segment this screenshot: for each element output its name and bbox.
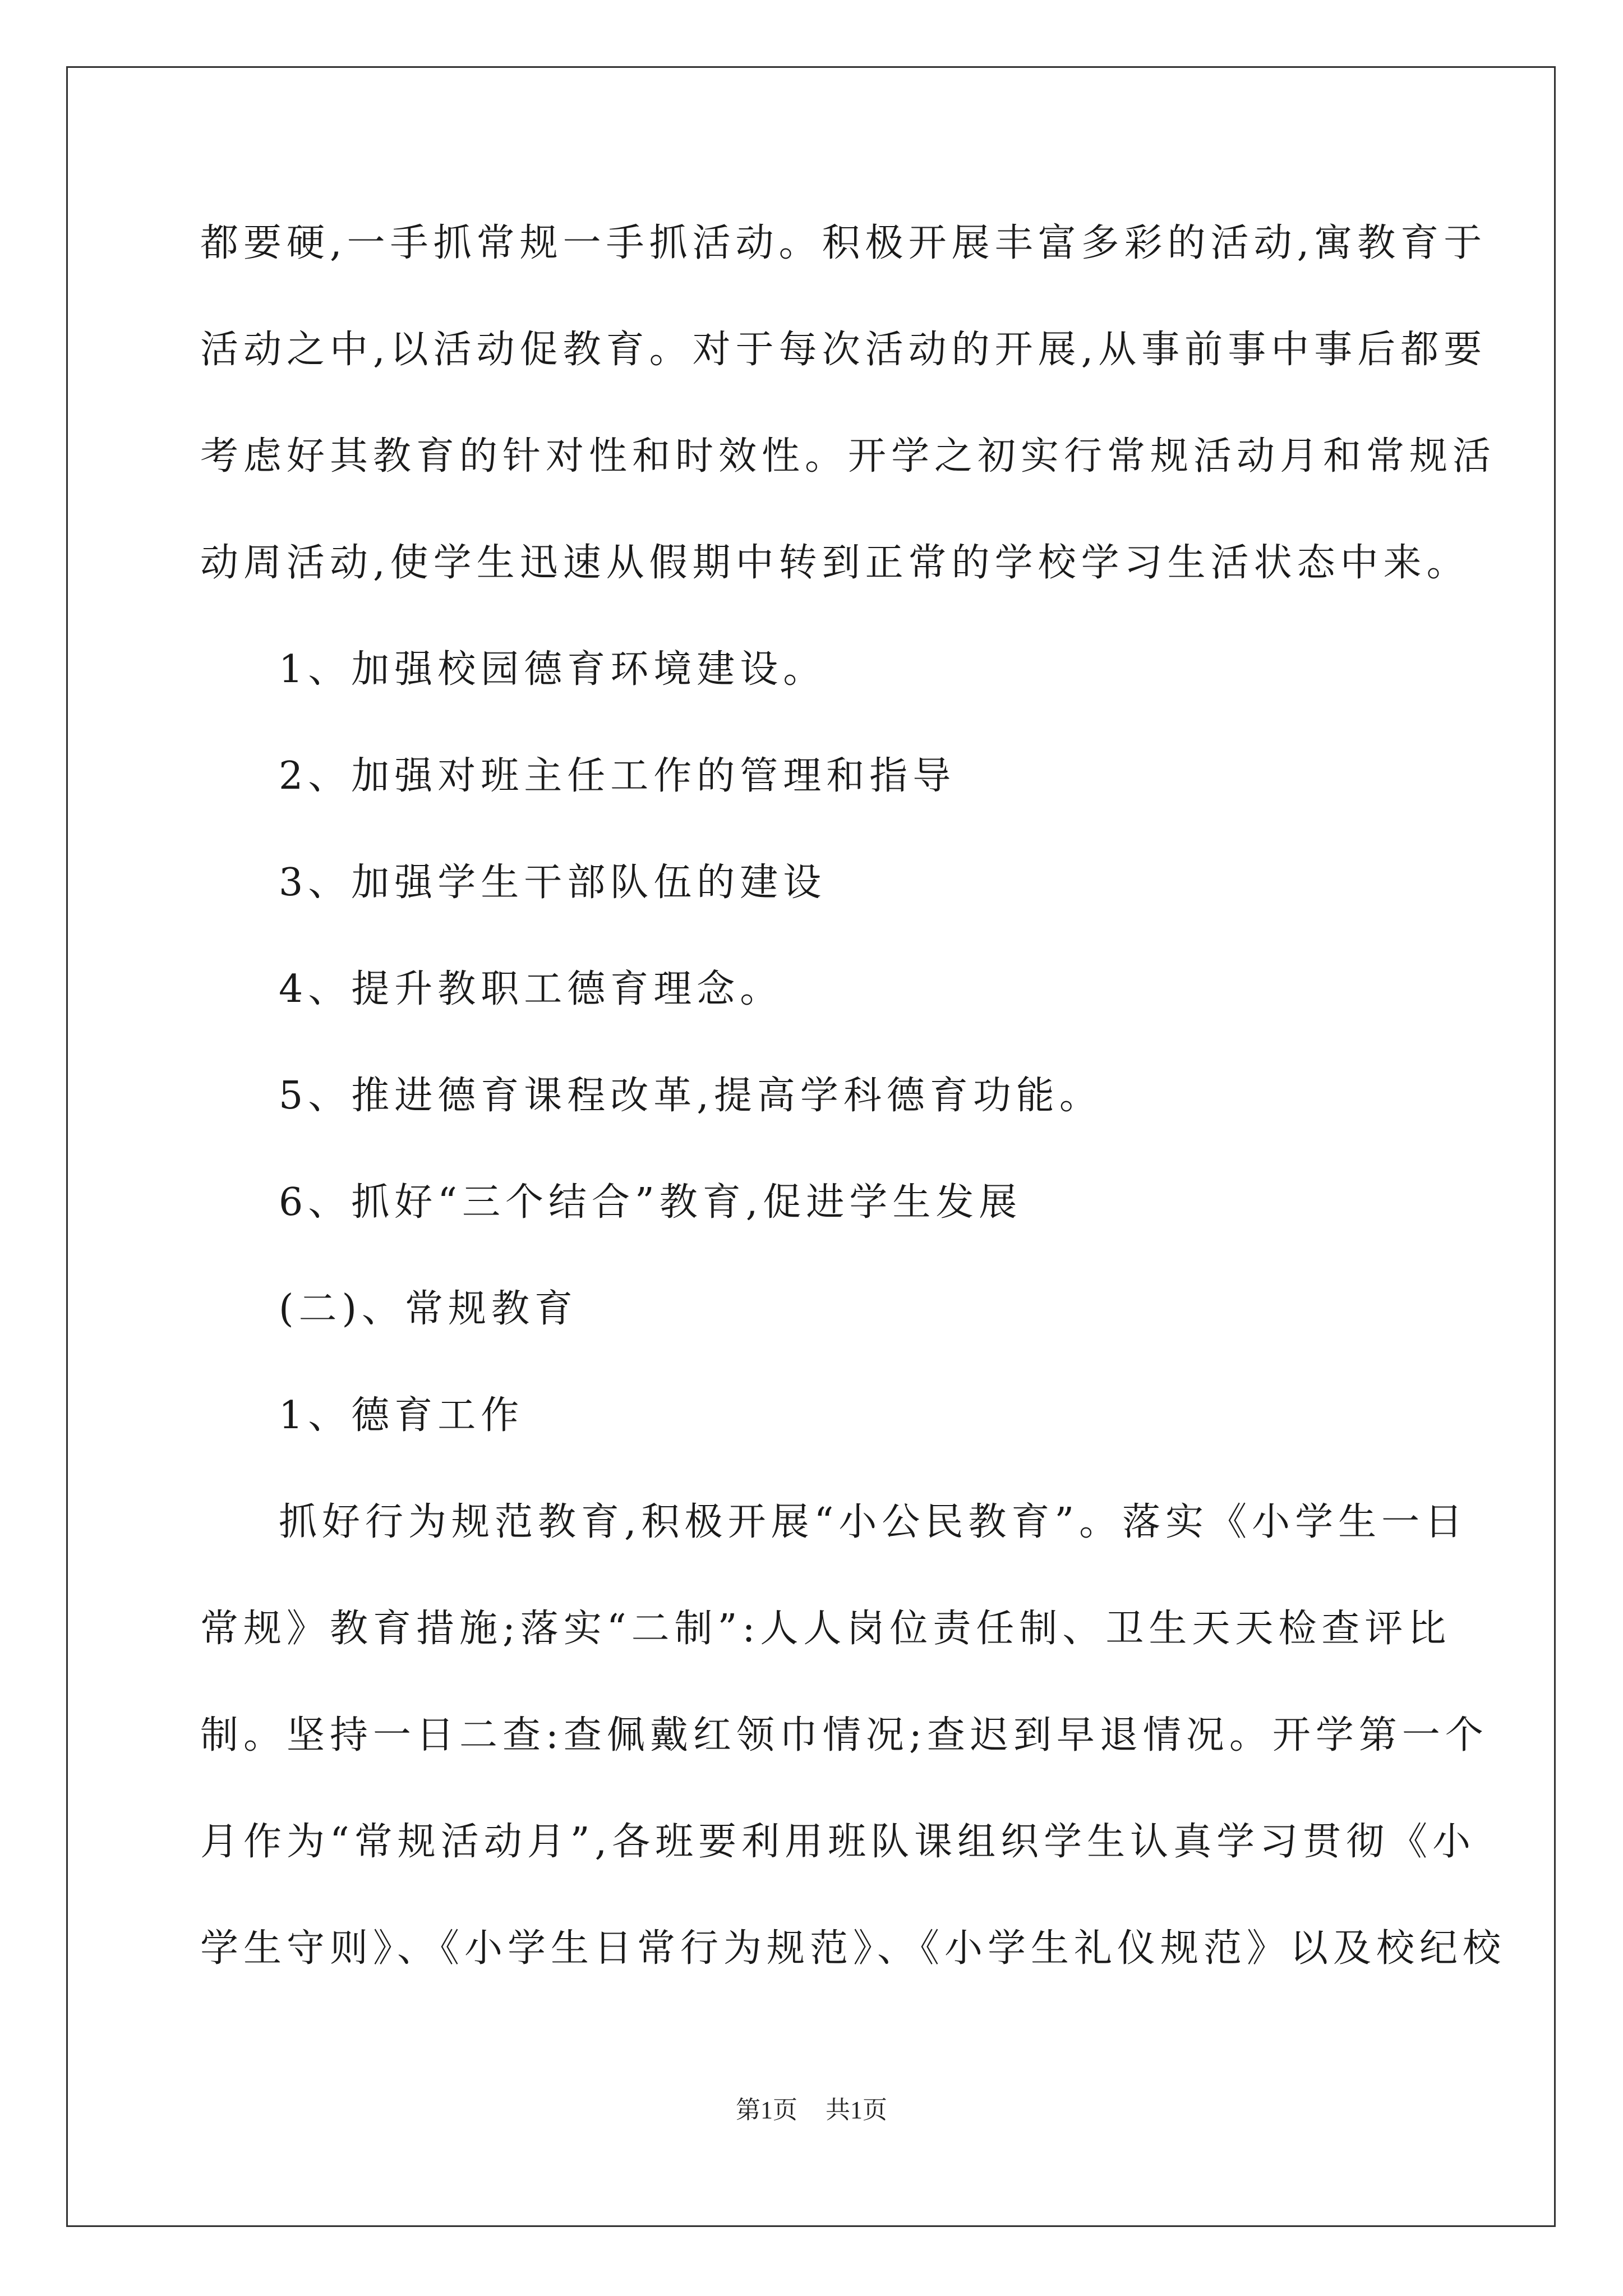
paragraph-line: 制。坚持一日二查:查佩戴红领巾情况;查迟到早退情况。开学第一个 [200, 1713, 1488, 1757]
page-number: 第1页 [736, 2096, 797, 2124]
list-item: 6、抓好“三个结合”教育,促进学生发展 [279, 1180, 1022, 1225]
paragraph-line: 抓好行为规范教育,积极开展“小公民教育”。落实《小学生一日 [279, 1500, 1468, 1544]
list-item: 5、推进德育课程改革,提高学科德育功能。 [279, 1074, 1103, 1118]
paragraph-line: 考虑好其教育的针对性和时效性。开学之初实行常规活动月和常规活 [200, 434, 1496, 478]
paragraph-line: 常规》教育措施;落实“二制”:人人岗位责任制、卫生天天检查评比 [200, 1607, 1451, 1651]
paragraph-line: 学生守则》、《小学生日常行为规范》、《小学生礼仪规范》以及校纪校 [200, 1926, 1506, 1971]
paragraph-line: 月作为“常规活动月”,各班要利用班队课组织学生认真学习贯彻《小 [200, 1820, 1476, 1864]
page-footer [0, 2093, 1623, 2127]
subsection-heading: 1、德育工作 [279, 1393, 524, 1438]
paragraph-line: 都要硬,一手抓常规一手抓活动。积极开展丰富多彩的活动,寓教育于 [200, 221, 1487, 265]
paragraph-line: 活动之中,以活动促教育。对于每次活动的开展,从事前事中事后都要 [200, 328, 1487, 372]
list-item: 3、加强学生干部队伍的建设 [279, 861, 827, 905]
list-item: 4、提升教职工德育理念。 [279, 967, 783, 1011]
list-item: 1、加强校园德育环境建设。 [279, 647, 827, 692]
list-item: 2、加强对班主任工作的管理和指导 [279, 754, 956, 798]
section-heading: (二)、常规教育 [279, 1287, 578, 1331]
document-body [200, 217, 1506, 2028]
page-total: 共1页 [826, 2096, 887, 2124]
paragraph-line: 动周活动,使学生迅速从假期中转到正常的学校学习生活状态中来。 [200, 541, 1470, 585]
